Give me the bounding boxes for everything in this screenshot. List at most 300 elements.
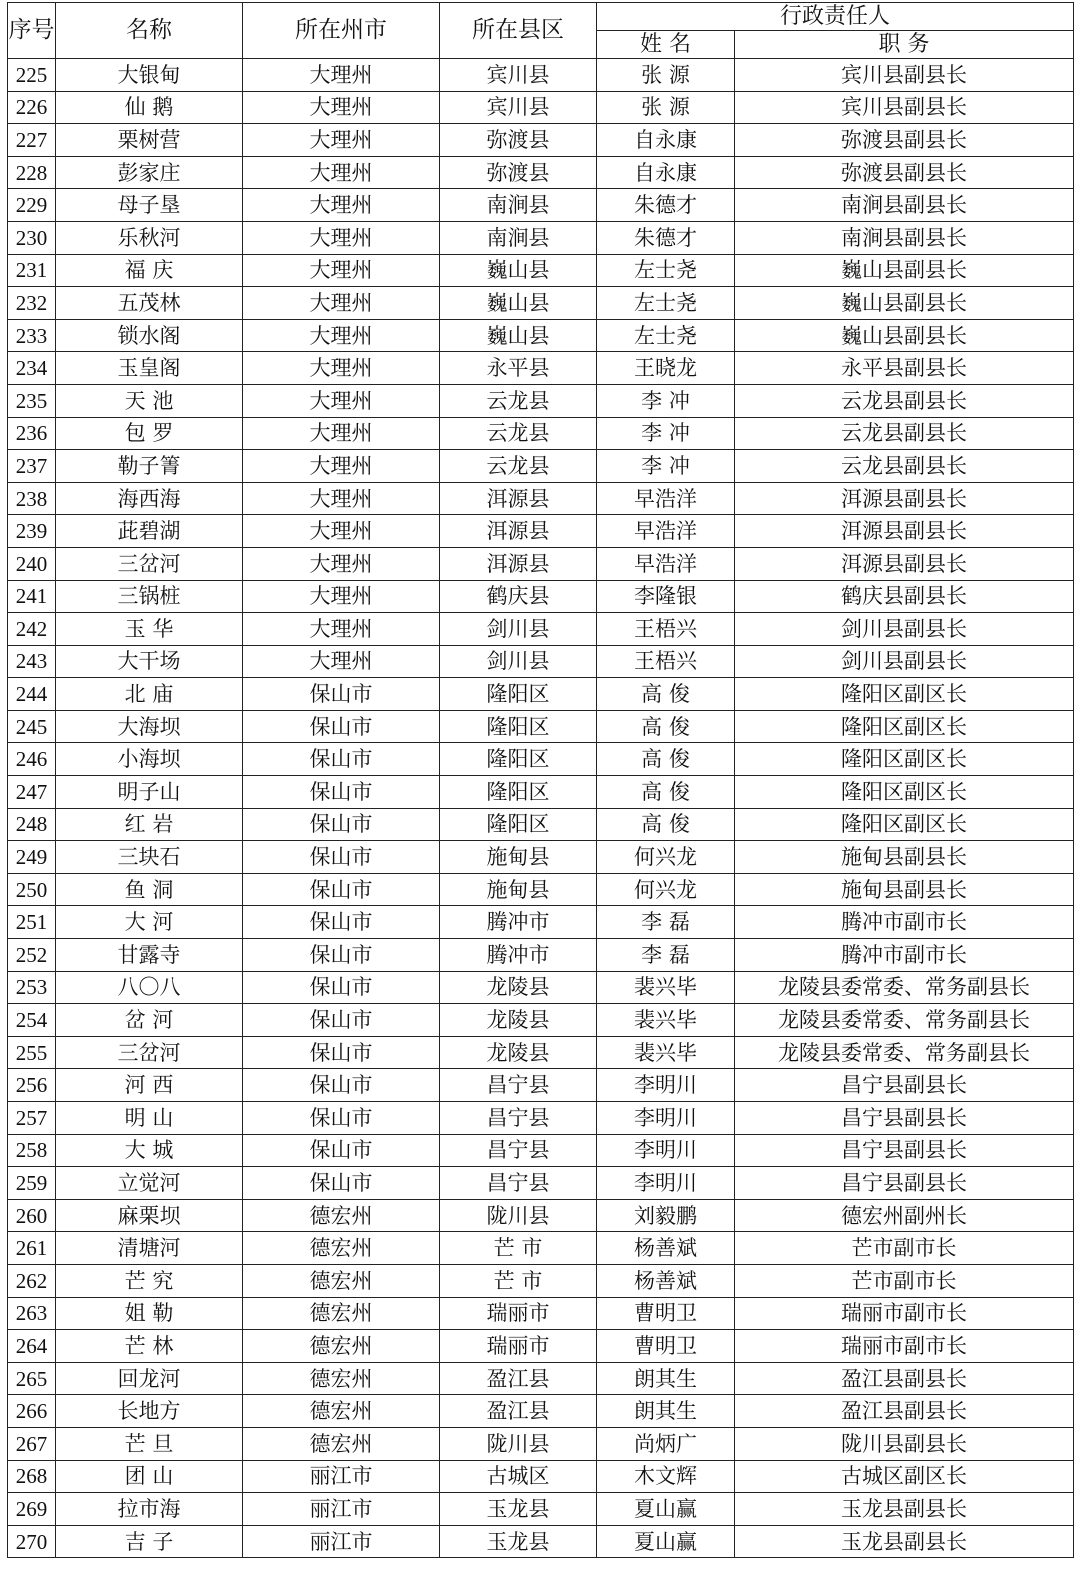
cell-person: 夏山赢 [597, 1525, 735, 1558]
cell-seq: 263 [8, 1297, 56, 1330]
cell-seq: 237 [8, 450, 56, 483]
cell-person: 曹明卫 [597, 1297, 735, 1330]
cell-position: 昌宁县副县长 [735, 1069, 1074, 1102]
header-person-name: 姓 名 [597, 31, 735, 59]
cell-position: 昌宁县副县长 [735, 1134, 1074, 1167]
cell-city: 德宏州 [243, 1395, 440, 1428]
header-admin-group: 行政责任人 [597, 3, 1074, 31]
cell-position: 云龙县副县长 [735, 384, 1074, 417]
cell-name: 北 庙 [56, 678, 243, 711]
cell-person: 朱德才 [597, 189, 735, 222]
cell-position: 玉龙县副县长 [735, 1493, 1074, 1526]
cell-position: 昌宁县副县长 [735, 1102, 1074, 1135]
cell-city: 保山市 [243, 841, 440, 874]
cell-city: 大理州 [243, 221, 440, 254]
table-row [8, 1232, 1074, 1265]
table-row [8, 156, 1074, 189]
cell-position: 隆阳区副区长 [735, 743, 1074, 776]
cell-name: 栗树营 [56, 124, 243, 157]
cell-county: 洱源县 [440, 482, 597, 515]
cell-city: 保山市 [243, 1036, 440, 1069]
table-row [8, 873, 1074, 906]
cell-person: 李隆银 [597, 580, 735, 613]
cell-person: 张 源 [597, 91, 735, 124]
cell-name: 小海坝 [56, 743, 243, 776]
cell-city: 大理州 [243, 59, 440, 92]
cell-person: 李 磊 [597, 906, 735, 939]
cell-name: 大银甸 [56, 59, 243, 92]
table-row [8, 1460, 1074, 1493]
cell-position: 剑川县副县长 [735, 645, 1074, 678]
cell-seq: 262 [8, 1264, 56, 1297]
table-row [8, 841, 1074, 874]
cell-name: 锁水阁 [56, 319, 243, 352]
cell-person: 李明川 [597, 1167, 735, 1200]
cell-county: 盈江县 [440, 1395, 597, 1428]
cell-county: 施甸县 [440, 873, 597, 906]
cell-county: 隆阳区 [440, 743, 597, 776]
cell-city: 大理州 [243, 254, 440, 287]
cell-seq: 265 [8, 1362, 56, 1395]
cell-seq: 264 [8, 1330, 56, 1363]
header-name: 名称 [56, 3, 243, 59]
cell-seq: 260 [8, 1199, 56, 1232]
cell-person: 自永康 [597, 156, 735, 189]
cell-person: 王梧兴 [597, 645, 735, 678]
cell-position: 巍山县副县长 [735, 254, 1074, 287]
cell-seq: 252 [8, 939, 56, 972]
cell-position: 南涧县副县长 [735, 189, 1074, 222]
cell-city: 德宏州 [243, 1199, 440, 1232]
cell-city: 保山市 [243, 1167, 440, 1200]
table-row [8, 1134, 1074, 1167]
cell-city: 大理州 [243, 417, 440, 450]
cell-seq: 242 [8, 613, 56, 646]
table-row [8, 580, 1074, 613]
cell-person: 李 冲 [597, 450, 735, 483]
table-row [8, 645, 1074, 678]
cell-city: 保山市 [243, 808, 440, 841]
cell-county: 瑞丽市 [440, 1330, 597, 1363]
cell-position: 隆阳区副区长 [735, 808, 1074, 841]
table-row [8, 776, 1074, 809]
cell-county: 隆阳区 [440, 808, 597, 841]
cell-person: 高 俊 [597, 776, 735, 809]
table-row [8, 384, 1074, 417]
cell-name: 麻栗坝 [56, 1199, 243, 1232]
cell-position: 施甸县副县长 [735, 873, 1074, 906]
cell-seq: 255 [8, 1036, 56, 1069]
cell-person: 李明川 [597, 1102, 735, 1135]
cell-city: 丽江市 [243, 1460, 440, 1493]
cell-county: 鹤庆县 [440, 580, 597, 613]
cell-name: 八〇八 [56, 971, 243, 1004]
cell-position: 云龙县副县长 [735, 450, 1074, 483]
cell-county: 古城区 [440, 1460, 597, 1493]
cell-person: 左士尧 [597, 319, 735, 352]
table-row [8, 1167, 1074, 1200]
cell-county: 巍山县 [440, 287, 597, 320]
cell-county: 玉龙县 [440, 1525, 597, 1558]
cell-city: 丽江市 [243, 1493, 440, 1526]
cell-county: 昌宁县 [440, 1134, 597, 1167]
table-row [8, 1427, 1074, 1460]
cell-position: 巍山县副县长 [735, 287, 1074, 320]
cell-name: 勒子箐 [56, 450, 243, 483]
cell-person: 裴兴毕 [597, 1036, 735, 1069]
cell-person: 李明川 [597, 1069, 735, 1102]
cell-person: 李明川 [597, 1134, 735, 1167]
table-row [8, 1004, 1074, 1037]
cell-city: 德宏州 [243, 1264, 440, 1297]
table-row [8, 1297, 1074, 1330]
cell-city: 德宏州 [243, 1330, 440, 1363]
table-row [8, 515, 1074, 548]
cell-seq: 256 [8, 1069, 56, 1102]
cell-city: 大理州 [243, 645, 440, 678]
cell-city: 保山市 [243, 1102, 440, 1135]
cell-seq: 250 [8, 873, 56, 906]
cell-seq: 233 [8, 319, 56, 352]
cell-person: 高 俊 [597, 678, 735, 711]
cell-county: 云龙县 [440, 450, 597, 483]
cell-seq: 240 [8, 547, 56, 580]
cell-city: 保山市 [243, 906, 440, 939]
cell-seq: 245 [8, 710, 56, 743]
cell-position: 弥渡县副县长 [735, 124, 1074, 157]
table-row [8, 906, 1074, 939]
cell-position: 洱源县副县长 [735, 547, 1074, 580]
reservoir-responsibility-table [7, 2, 1074, 1558]
cell-person: 自永康 [597, 124, 735, 157]
cell-city: 大理州 [243, 515, 440, 548]
cell-name: 大 城 [56, 1134, 243, 1167]
cell-person: 早浩洋 [597, 482, 735, 515]
cell-county: 洱源县 [440, 547, 597, 580]
cell-county: 宾川县 [440, 91, 597, 124]
cell-person: 李 冲 [597, 417, 735, 450]
cell-name: 吉 子 [56, 1525, 243, 1558]
table-row [8, 1264, 1074, 1297]
cell-county: 南涧县 [440, 189, 597, 222]
cell-county: 腾冲市 [440, 939, 597, 972]
cell-person: 曹明卫 [597, 1330, 735, 1363]
table-row [8, 1525, 1074, 1558]
cell-name: 三锅桩 [56, 580, 243, 613]
cell-position: 巍山县副县长 [735, 319, 1074, 352]
cell-county: 剑川县 [440, 613, 597, 646]
cell-seq: 254 [8, 1004, 56, 1037]
cell-person: 高 俊 [597, 808, 735, 841]
cell-city: 大理州 [243, 613, 440, 646]
table-row [8, 124, 1074, 157]
cell-seq: 248 [8, 808, 56, 841]
cell-position: 腾冲市副市长 [735, 906, 1074, 939]
cell-person: 高 俊 [597, 710, 735, 743]
cell-county: 昌宁县 [440, 1167, 597, 1200]
cell-position: 陇川县副县长 [735, 1427, 1074, 1460]
cell-city: 保山市 [243, 678, 440, 711]
cell-person: 夏山赢 [597, 1493, 735, 1526]
cell-person: 李 磊 [597, 939, 735, 972]
cell-seq: 251 [8, 906, 56, 939]
cell-position: 龙陵县委常委、常务副县长 [735, 1036, 1074, 1069]
cell-seq: 259 [8, 1167, 56, 1200]
cell-person: 杨善斌 [597, 1232, 735, 1265]
cell-city: 保山市 [243, 1134, 440, 1167]
cell-position: 盈江县副县长 [735, 1362, 1074, 1395]
cell-city: 保山市 [243, 971, 440, 1004]
cell-position: 瑞丽市副市长 [735, 1330, 1074, 1363]
cell-position: 昌宁县副县长 [735, 1167, 1074, 1200]
table-row [8, 482, 1074, 515]
cell-county: 龙陵县 [440, 971, 597, 1004]
table-row [8, 319, 1074, 352]
cell-county: 瑞丽市 [440, 1297, 597, 1330]
cell-name: 茈碧湖 [56, 515, 243, 548]
cell-person: 张 源 [597, 59, 735, 92]
cell-position: 芒市副市长 [735, 1232, 1074, 1265]
cell-county: 龙陵县 [440, 1004, 597, 1037]
cell-person: 左士尧 [597, 254, 735, 287]
cell-name: 三岔河 [56, 547, 243, 580]
table-row [8, 287, 1074, 320]
cell-city: 大理州 [243, 124, 440, 157]
cell-name: 五茂林 [56, 287, 243, 320]
cell-name: 芒 旦 [56, 1427, 243, 1460]
cell-position: 隆阳区副区长 [735, 678, 1074, 711]
cell-county: 洱源县 [440, 515, 597, 548]
cell-name: 包 罗 [56, 417, 243, 450]
cell-city: 保山市 [243, 1004, 440, 1037]
cell-position: 芒市副市长 [735, 1264, 1074, 1297]
cell-name: 明子山 [56, 776, 243, 809]
cell-position: 剑川县副县长 [735, 613, 1074, 646]
header-seq: 序号 [8, 3, 56, 59]
cell-person: 裴兴毕 [597, 971, 735, 1004]
table-row [8, 1395, 1074, 1428]
cell-position: 鹤庆县副县长 [735, 580, 1074, 613]
cell-name: 大干场 [56, 645, 243, 678]
cell-person: 朱德才 [597, 221, 735, 254]
cell-position: 宾川县副县长 [735, 91, 1074, 124]
cell-position: 德宏州副州长 [735, 1199, 1074, 1232]
cell-person: 早浩洋 [597, 547, 735, 580]
cell-position: 瑞丽市副市长 [735, 1297, 1074, 1330]
cell-county: 弥渡县 [440, 124, 597, 157]
cell-name: 乐秋河 [56, 221, 243, 254]
cell-seq: 266 [8, 1395, 56, 1428]
cell-county: 芒 市 [440, 1264, 597, 1297]
cell-name: 彭家庄 [56, 156, 243, 189]
cell-seq: 258 [8, 1134, 56, 1167]
cell-seq: 243 [8, 645, 56, 678]
cell-name: 三岔河 [56, 1036, 243, 1069]
cell-county: 玉龙县 [440, 1493, 597, 1526]
table-row [8, 547, 1074, 580]
cell-person: 早浩洋 [597, 515, 735, 548]
cell-name: 仙 鹅 [56, 91, 243, 124]
cell-person: 王晓龙 [597, 352, 735, 385]
cell-county: 隆阳区 [440, 776, 597, 809]
cell-seq: 246 [8, 743, 56, 776]
cell-seq: 241 [8, 580, 56, 613]
table-row [8, 1036, 1074, 1069]
cell-name: 玉 华 [56, 613, 243, 646]
cell-county: 隆阳区 [440, 710, 597, 743]
cell-city: 大理州 [243, 319, 440, 352]
cell-name: 拉市海 [56, 1493, 243, 1526]
cell-seq: 253 [8, 971, 56, 1004]
cell-position: 隆阳区副区长 [735, 710, 1074, 743]
cell-person: 尚炳广 [597, 1427, 735, 1460]
table-row [8, 1069, 1074, 1102]
cell-position: 永平县副县长 [735, 352, 1074, 385]
cell-county: 南涧县 [440, 221, 597, 254]
cell-person: 高 俊 [597, 743, 735, 776]
cell-name: 姐 勒 [56, 1297, 243, 1330]
cell-seq: 225 [8, 59, 56, 92]
cell-position: 古城区副区长 [735, 1460, 1074, 1493]
cell-county: 隆阳区 [440, 678, 597, 711]
table-row [8, 59, 1074, 92]
cell-position: 宾川县副县长 [735, 59, 1074, 92]
cell-county: 宾川县 [440, 59, 597, 92]
cell-position: 龙陵县委常委、常务副县长 [735, 971, 1074, 1004]
cell-position: 施甸县副县长 [735, 841, 1074, 874]
cell-seq: 257 [8, 1102, 56, 1135]
cell-city: 德宏州 [243, 1362, 440, 1395]
cell-city: 德宏州 [243, 1232, 440, 1265]
cell-city: 保山市 [243, 710, 440, 743]
cell-seq: 247 [8, 776, 56, 809]
cell-seq: 238 [8, 482, 56, 515]
table-row [8, 189, 1074, 222]
cell-city: 保山市 [243, 873, 440, 906]
header-county: 所在县区 [440, 3, 597, 59]
cell-city: 大理州 [243, 450, 440, 483]
cell-seq: 244 [8, 678, 56, 711]
cell-seq: 230 [8, 221, 56, 254]
cell-city: 大理州 [243, 287, 440, 320]
table-row [8, 254, 1074, 287]
cell-name: 海西海 [56, 482, 243, 515]
cell-county: 腾冲市 [440, 906, 597, 939]
cell-position: 洱源县副县长 [735, 515, 1074, 548]
cell-name: 河 西 [56, 1069, 243, 1102]
cell-name: 立觉河 [56, 1167, 243, 1200]
cell-city: 大理州 [243, 580, 440, 613]
cell-county: 昌宁县 [440, 1069, 597, 1102]
cell-seq: 232 [8, 287, 56, 320]
cell-name: 回龙河 [56, 1362, 243, 1395]
cell-city: 大理州 [243, 482, 440, 515]
cell-person: 裴兴毕 [597, 1004, 735, 1037]
cell-city: 德宏州 [243, 1297, 440, 1330]
cell-name: 大 河 [56, 906, 243, 939]
cell-seq: 229 [8, 189, 56, 222]
cell-seq: 261 [8, 1232, 56, 1265]
cell-city: 大理州 [243, 156, 440, 189]
cell-seq: 228 [8, 156, 56, 189]
cell-name: 芒 究 [56, 1264, 243, 1297]
cell-name: 玉皇阁 [56, 352, 243, 385]
cell-name: 大海坝 [56, 710, 243, 743]
cell-city: 大理州 [243, 189, 440, 222]
table-row [8, 450, 1074, 483]
cell-county: 剑川县 [440, 645, 597, 678]
table-row [8, 1493, 1074, 1526]
cell-person: 何兴龙 [597, 873, 735, 906]
table-row [8, 710, 1074, 743]
cell-county: 芒 市 [440, 1232, 597, 1265]
cell-position: 龙陵县委常委、常务副县长 [735, 1004, 1074, 1037]
cell-person: 杨善斌 [597, 1264, 735, 1297]
cell-county: 巍山县 [440, 254, 597, 287]
cell-position: 弥渡县副县长 [735, 156, 1074, 189]
cell-seq: 227 [8, 124, 56, 157]
cell-name: 三块石 [56, 841, 243, 874]
header-city: 所在州市 [243, 3, 440, 59]
header-position: 职 务 [735, 31, 1074, 59]
cell-name: 甘露寺 [56, 939, 243, 972]
cell-position: 隆阳区副区长 [735, 776, 1074, 809]
table-row [8, 221, 1074, 254]
cell-seq: 270 [8, 1525, 56, 1558]
cell-person: 王梧兴 [597, 613, 735, 646]
cell-city: 保山市 [243, 939, 440, 972]
cell-city: 保山市 [243, 743, 440, 776]
cell-position: 腾冲市副市长 [735, 939, 1074, 972]
cell-county: 陇川县 [440, 1427, 597, 1460]
table-row [8, 743, 1074, 776]
cell-seq: 249 [8, 841, 56, 874]
cell-position: 洱源县副县长 [735, 482, 1074, 515]
cell-position: 云龙县副县长 [735, 417, 1074, 450]
table-header [8, 3, 1074, 59]
cell-seq: 235 [8, 384, 56, 417]
cell-name: 母子垦 [56, 189, 243, 222]
cell-county: 陇川县 [440, 1199, 597, 1232]
cell-seq: 239 [8, 515, 56, 548]
cell-person: 左士尧 [597, 287, 735, 320]
cell-person: 李 冲 [597, 384, 735, 417]
cell-county: 永平县 [440, 352, 597, 385]
cell-name: 鱼 洞 [56, 873, 243, 906]
cell-city: 德宏州 [243, 1427, 440, 1460]
cell-name: 岔 河 [56, 1004, 243, 1037]
cell-person: 朗其生 [597, 1395, 735, 1428]
table-row [8, 939, 1074, 972]
cell-county: 巍山县 [440, 319, 597, 352]
cell-seq: 269 [8, 1493, 56, 1526]
table-row [8, 1102, 1074, 1135]
cell-city: 大理州 [243, 352, 440, 385]
cell-name: 福 庆 [56, 254, 243, 287]
cell-name: 长地方 [56, 1395, 243, 1428]
cell-person: 刘毅鹏 [597, 1199, 735, 1232]
cell-county: 龙陵县 [440, 1036, 597, 1069]
table-row [8, 352, 1074, 385]
cell-county: 云龙县 [440, 384, 597, 417]
table-row [8, 971, 1074, 1004]
table-row [8, 1199, 1074, 1232]
cell-county: 云龙县 [440, 417, 597, 450]
table-body [8, 59, 1074, 1558]
cell-county: 弥渡县 [440, 156, 597, 189]
cell-name: 明 山 [56, 1102, 243, 1135]
table-row [8, 678, 1074, 711]
